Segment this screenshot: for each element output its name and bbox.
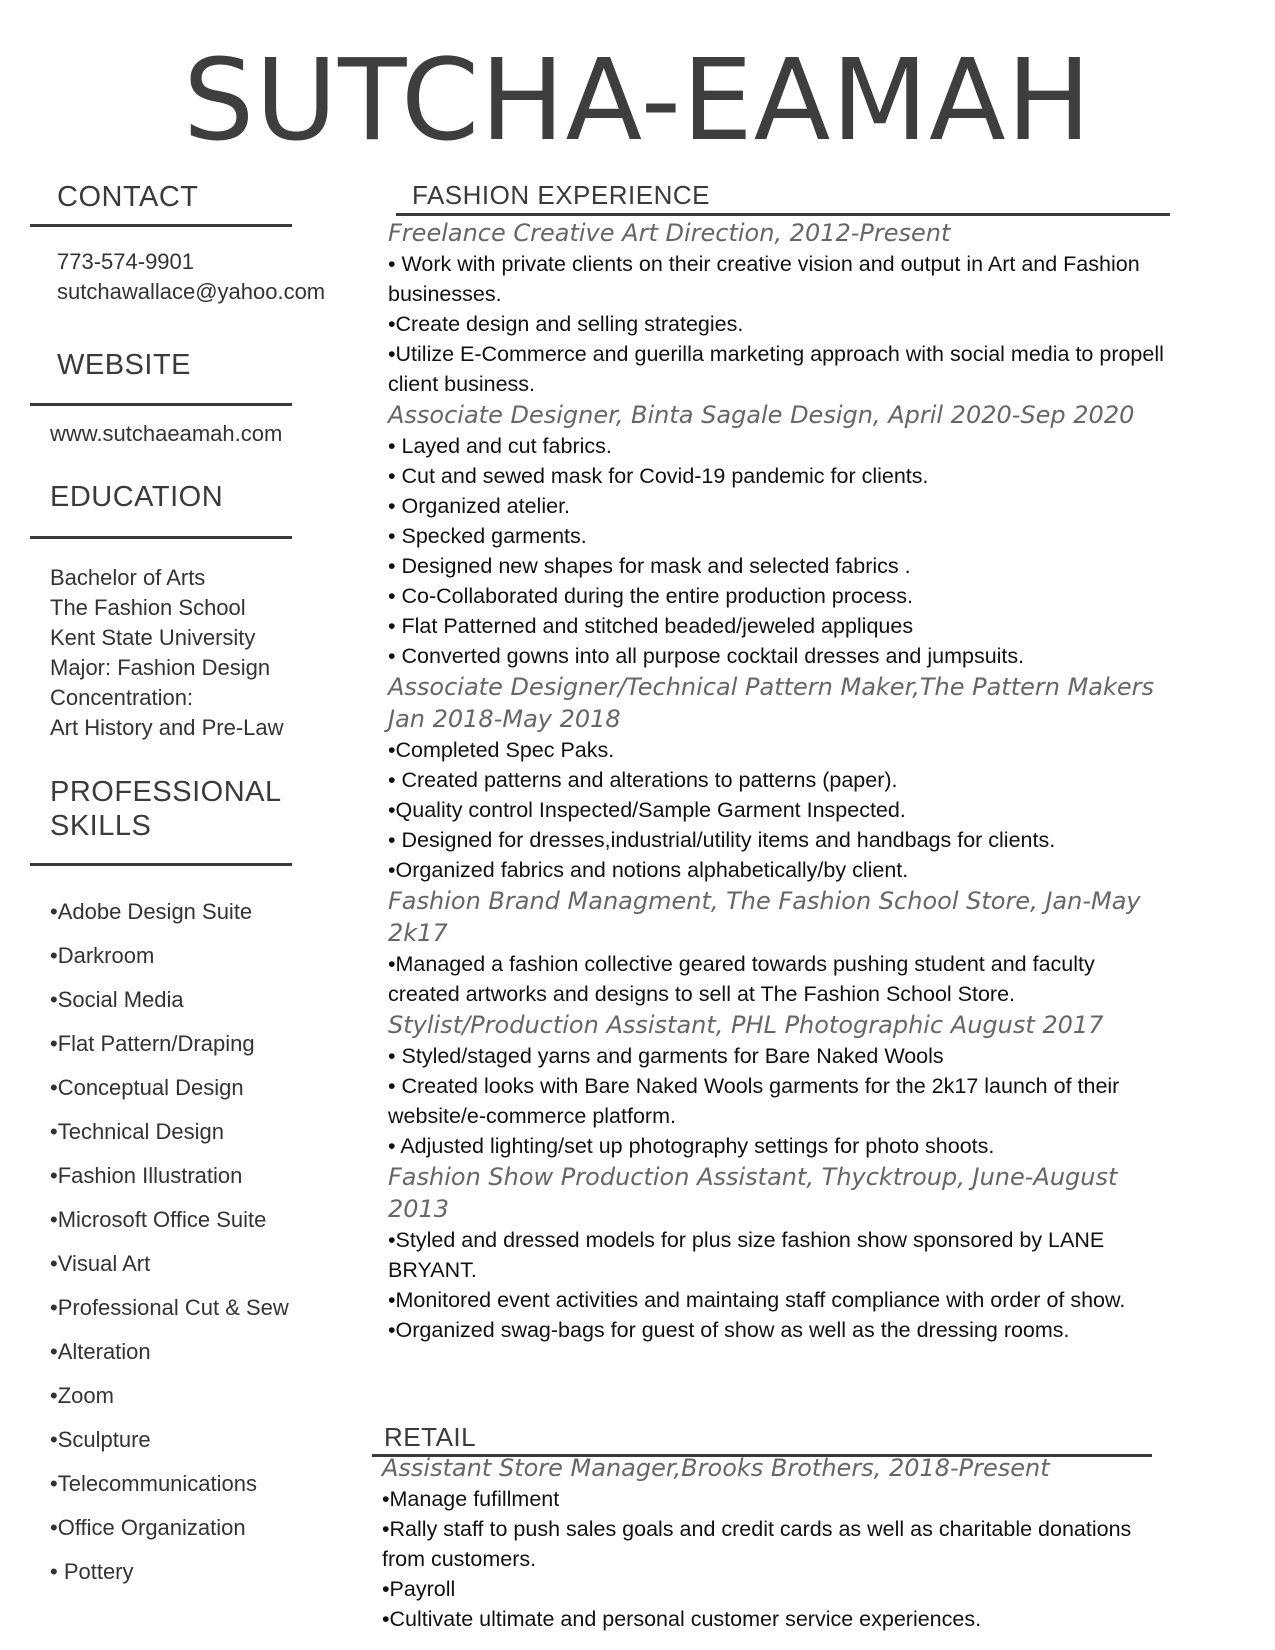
education-line: Bachelor of Arts bbox=[50, 565, 206, 590]
skill-item: •Adobe Design Suite bbox=[50, 899, 253, 924]
job-bullet: •Styled and dressed models for plus size fashion show sponsored by LANE BRYANT. bbox=[388, 1228, 1105, 1282]
job-title: Associate Designer, Binta Sagale Design, April 2020-Sep 2020 bbox=[388, 401, 1135, 429]
education-line: Concentration: bbox=[50, 685, 194, 710]
job-entry bbox=[388, 1009, 1168, 1161]
education-details bbox=[50, 563, 284, 743]
skill-item: •Conceptual Design bbox=[50, 1075, 244, 1100]
job-entry bbox=[388, 1161, 1168, 1345]
job-title: Freelance Creative Art Direction, 2012-Present bbox=[388, 219, 951, 247]
job-bullet: • Created patterns and alterations to patterns (paper). bbox=[388, 768, 898, 792]
contact-heading: CONTACT bbox=[57, 181, 199, 213]
website-divider bbox=[30, 403, 292, 406]
retail-list bbox=[382, 1452, 1162, 1634]
job-bullet: •Cultivate ultimate and personal customer service experiences. bbox=[382, 1607, 982, 1631]
contact-divider bbox=[30, 224, 292, 227]
education-line: The Fashion School bbox=[50, 595, 246, 620]
job-entry bbox=[388, 885, 1168, 1009]
education-heading: EDUCATION bbox=[50, 481, 224, 513]
job-title: Fashion Show Production Assistant, Thycktroup, June-August 2013 bbox=[388, 1163, 1118, 1223]
job-bullet: • Converted gowns into all purpose cocktail dresses and jumpsuits. bbox=[388, 644, 1025, 668]
skill-item: •Technical Design bbox=[50, 1119, 225, 1144]
skill-item: •Sculpture bbox=[50, 1427, 151, 1452]
job-entry bbox=[388, 671, 1168, 885]
skills-list bbox=[50, 897, 289, 1601]
contact-info bbox=[57, 247, 325, 307]
skill-item: •Fashion Illustration bbox=[50, 1163, 243, 1188]
job-title: Stylist/Production Assistant, PHL Photographic August 2017 bbox=[388, 1011, 1104, 1039]
job-bullet: •Managed a fashion collective geared towards pushing student and faculty created artworks and designs to sell at The Fashion School Store. bbox=[388, 952, 1095, 1006]
skills-heading: PROFESSIONAL SKILLS bbox=[50, 776, 281, 842]
skill-item: •Telecommunications bbox=[50, 1471, 258, 1496]
contact-email[interactable]: sutchawallace@yahoo.com bbox=[57, 279, 326, 304]
job-entry bbox=[388, 399, 1168, 671]
job-bullet: •Monitored event activities and maintaing staff compliance with order of show. bbox=[388, 1288, 1126, 1312]
job-bullet: •Utilize E-Commerce and guerilla marketing approach with social media to propell client business. bbox=[388, 342, 1164, 396]
education-line: Art History and Pre-Law bbox=[50, 715, 284, 740]
job-bullet: •Manage fufillment bbox=[382, 1487, 560, 1511]
job-bullet: • Styled/staged yarns and garments for Bare Naked Wools bbox=[388, 1044, 944, 1068]
experience-heading: FASHION EXPERIENCE bbox=[412, 180, 710, 210]
skill-item: •Visual Art bbox=[50, 1251, 151, 1276]
job-bullet: • Designed new shapes for mask and selected fabrics . bbox=[388, 554, 911, 578]
job-bullet: •Organized fabrics and notions alphabetically/by client. bbox=[388, 858, 909, 882]
skill-item: •Zoom bbox=[50, 1383, 114, 1408]
skill-item: •Professional Cut & Sew bbox=[50, 1295, 289, 1320]
job-bullet: • Created looks with Bare Naked Wools garments for the 2k17 launch of their website/e-commerce platform. bbox=[388, 1074, 1120, 1128]
education-divider bbox=[30, 536, 292, 539]
job-title: Fashion Brand Managment, The Fashion School Store, Jan-May 2k17 bbox=[388, 887, 1141, 947]
job-bullet: •Create design and selling strategies. bbox=[388, 312, 744, 336]
contact-phone: 773-574-9901 bbox=[57, 249, 195, 274]
job-bullet: • Layed and cut fabrics. bbox=[388, 434, 612, 458]
job-bullet: • Specked garments. bbox=[388, 524, 587, 548]
job-bullet: • Work with private clients on their creative vision and output in Art and Fashion businesses. bbox=[388, 252, 1140, 306]
job-bullet: •Payroll bbox=[382, 1577, 456, 1601]
job-bullet: • Adjusted lighting/set up photography settings for photo shoots. bbox=[388, 1134, 995, 1158]
job-entry bbox=[382, 1452, 1162, 1634]
job-title: Associate Designer/Technical Pattern Maker,The Pattern Makers Jan 2018-May 2018 bbox=[388, 673, 1155, 733]
skill-item: • Pottery bbox=[50, 1559, 134, 1584]
website-heading: WEBSITE bbox=[57, 349, 192, 381]
education-line: Kent State University bbox=[50, 625, 256, 650]
job-entry bbox=[388, 217, 1168, 399]
job-bullet: • Cut and sewed mask for Covid-19 pandemic for clients. bbox=[388, 464, 929, 488]
job-bullet: • Co-Collaborated during the entire production process. bbox=[388, 584, 914, 608]
job-bullet: •Rally staff to push sales goals and credit cards as well as charitable donations from customers. bbox=[382, 1517, 1132, 1571]
resume-name: SUTCHA-EAMAH bbox=[183, 36, 1092, 166]
job-bullet: •Completed Spec Paks. bbox=[388, 738, 615, 762]
skill-item: •Microsoft Office Suite bbox=[50, 1207, 267, 1232]
education-line: Major: Fashion Design bbox=[50, 655, 271, 680]
experience-list bbox=[388, 217, 1168, 1345]
skill-item: •Office Organization bbox=[50, 1515, 246, 1540]
experience-divider bbox=[396, 213, 1170, 216]
retail-heading: RETAIL bbox=[384, 1422, 477, 1452]
website-url[interactable]: www.sutchaeamah.com bbox=[50, 421, 283, 446]
job-bullet: • Designed for dresses,industrial/utility items and handbags for clients. bbox=[388, 828, 1056, 852]
job-bullet: • Flat Patterned and stitched beaded/jeweled appliques bbox=[388, 614, 914, 638]
job-bullet: •Organized swag-bags for guest of show as well as the dressing rooms. bbox=[388, 1318, 1070, 1342]
skills-divider bbox=[30, 863, 292, 866]
skill-item: •Flat Pattern/Draping bbox=[50, 1031, 255, 1056]
job-title: Assistant Store Manager,Brooks Brothers, 2018-Present bbox=[382, 1454, 1050, 1482]
job-bullet: •Quality control Inspected/Sample Garment Inspected. bbox=[388, 798, 906, 822]
skill-item: •Alteration bbox=[50, 1339, 151, 1364]
job-bullet: • Organized atelier. bbox=[388, 494, 571, 518]
skill-item: •Social Media bbox=[50, 987, 184, 1012]
skill-item: •Darkroom bbox=[50, 943, 155, 968]
